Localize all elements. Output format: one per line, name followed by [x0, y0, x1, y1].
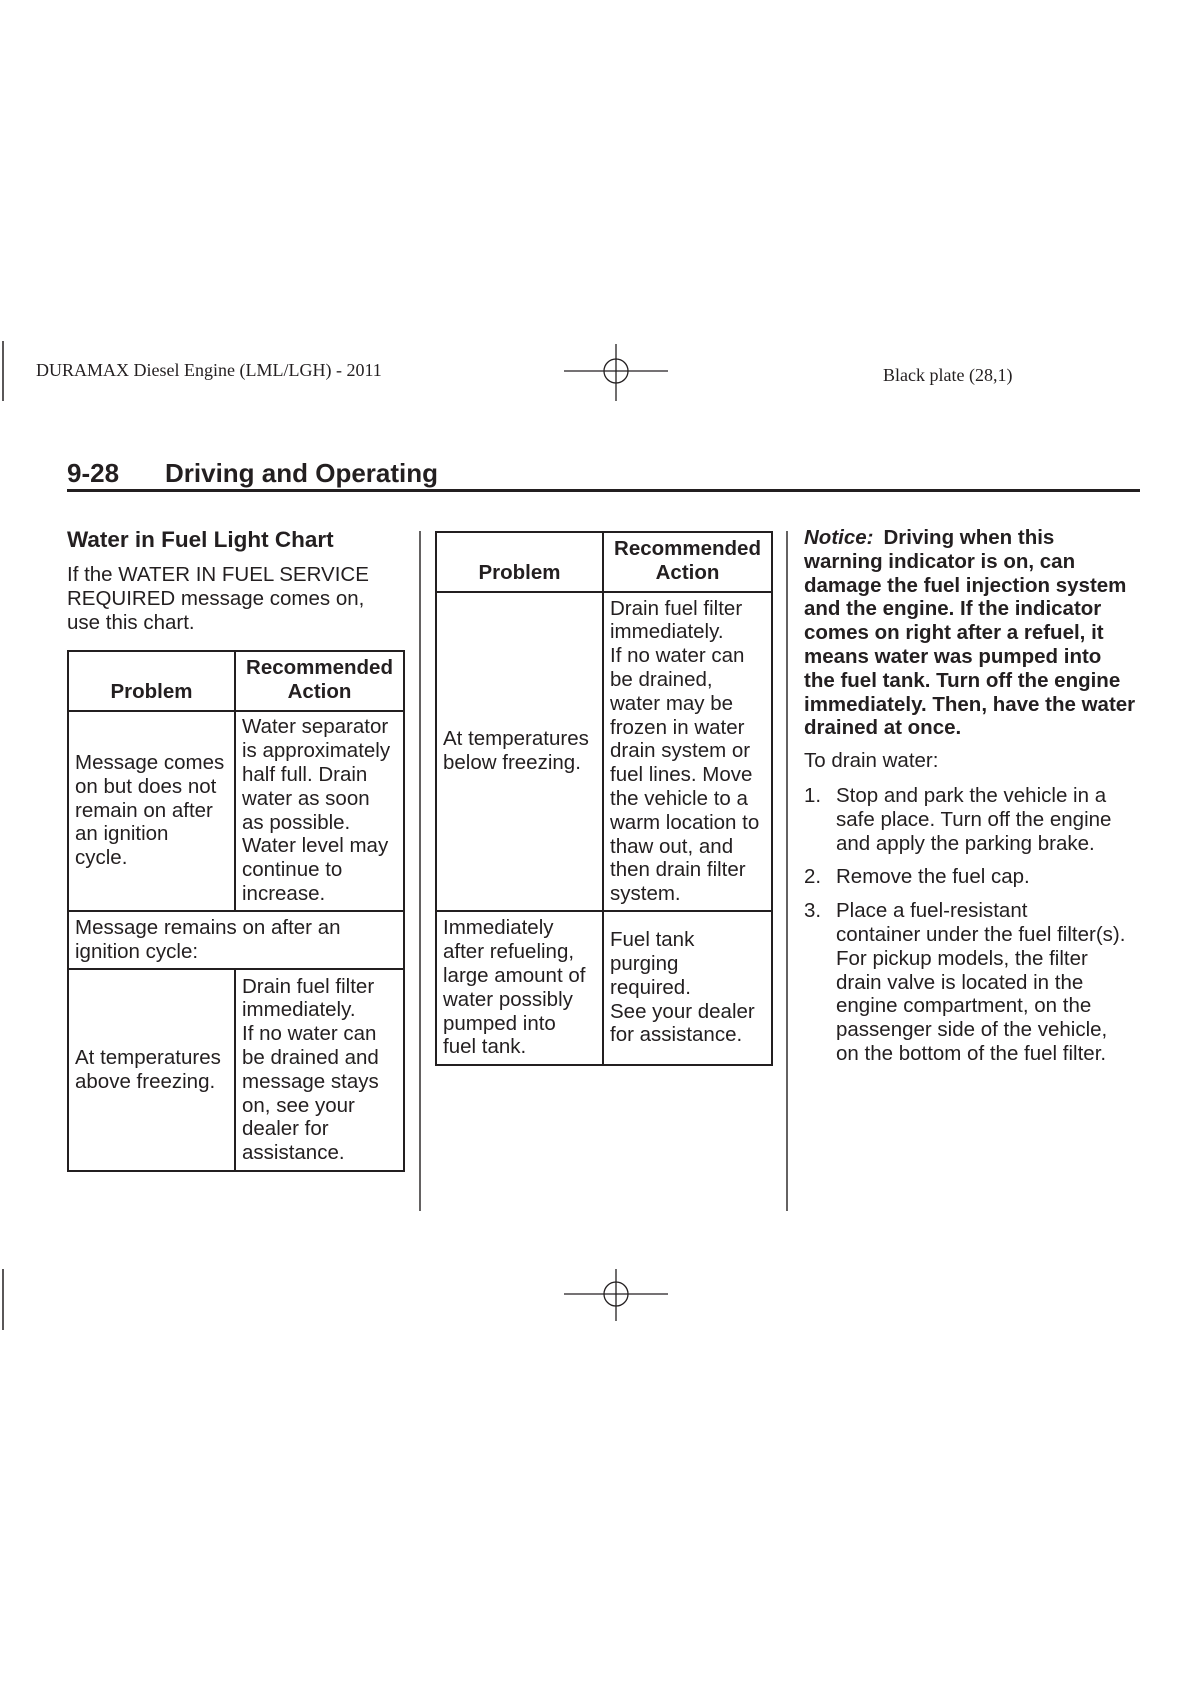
- drain-step: [804, 784, 1149, 855]
- page-number: 9-28: [67, 458, 120, 488]
- chart-intro: If the WATER IN FUEL SERVICE REQUIRED message comes on, use this chart.: [67, 563, 369, 634]
- drain-step: [804, 899, 1149, 1066]
- table-row: [436, 592, 772, 912]
- registration-mark-circle: [604, 1282, 628, 1306]
- section-title: Driving and Operating: [165, 458, 439, 488]
- column-header-problem: Problem: [436, 532, 603, 592]
- table-header-row: [68, 651, 404, 711]
- drain-steps-list: [804, 784, 1149, 1076]
- problem-cell: At temperatures above freezing.: [68, 969, 235, 1171]
- action-cell: Drain fuel filter immediately. If no water can be drained, water may be frozen in water drain system or fuel lines. Move the vehicle to a warm location to thaw out, and then drain filter system.: [603, 592, 772, 912]
- step-number: 2.: [804, 865, 822, 889]
- table-row: [68, 711, 404, 911]
- chart-table-part-1: [67, 650, 405, 1172]
- drain-water-intro: To drain water:: [804, 749, 939, 772]
- problem-cell: Message comes on but does not remain on after an ignition cycle.: [68, 711, 235, 911]
- header-rule: [67, 489, 1140, 492]
- registration-mark-circle: [604, 359, 628, 383]
- notice-text: Driving when this warning indicator is on, can damage the fuel injection system and the engine. If the indicator comes on right after a refuel, it means water was pumped into the fuel tank. Turn off the engine immediately. Then, have the water drained at once.: [804, 526, 1136, 740]
- problem-cell: Immediately after refueling, large amount of water possibly pumped into fuel tank.: [436, 911, 603, 1065]
- registration-mark-bottom-icon: [564, 1269, 668, 1321]
- notice-block: [804, 526, 1135, 740]
- problem-cell: At temperatures below freezing.: [436, 592, 603, 912]
- table-row: [68, 969, 404, 1171]
- column-header-problem: Problem: [68, 651, 235, 711]
- drain-step: [804, 865, 1149, 889]
- running-header-plate: Black plate (28,1): [883, 365, 1013, 385]
- chart-table-part-2: [435, 531, 773, 1066]
- column-header-recommended-action: Recommended Action: [603, 532, 772, 592]
- action-cell: Fuel tank purging required. See your dealer for assistance.: [603, 911, 772, 1065]
- registration-mark-top-icon: [564, 344, 668, 401]
- chart-heading: Water in Fuel Light Chart: [67, 527, 334, 552]
- notice-label: Notice:: [804, 526, 874, 549]
- running-header-document: DURAMAX Diesel Engine (LML/LGH) - 2011: [36, 360, 382, 380]
- table-group-row: [68, 911, 404, 970]
- table-header-row: [436, 532, 772, 592]
- column-header-recommended-action: Recommended Action: [235, 651, 404, 711]
- action-cell: Water separator is approximately half full. Drain water as soon as possible. Water level may continue to increase.: [235, 711, 404, 911]
- step-number: 3.: [804, 899, 822, 923]
- group-label-cell: Message remains on after an ignition cycle:: [68, 911, 404, 970]
- table-row: [436, 911, 772, 1065]
- step-text: Remove the fuel cap.: [836, 865, 1030, 889]
- action-cell: Drain fuel filter immediately. If no water can be drained and message stays on, see your dealer for assistance.: [235, 969, 404, 1171]
- step-text: Place a fuel-resistant container under the fuel filter(s). For pickup models, the filter drain valve is located in the engine compartment, on the passenger side of the vehicle, on the bottom of the fuel filter.: [836, 899, 1126, 1065]
- step-number: 1.: [804, 784, 822, 807]
- step-text: Stop and park the vehicle in a safe place. Turn off the engine and apply the parking brake.: [836, 784, 1112, 855]
